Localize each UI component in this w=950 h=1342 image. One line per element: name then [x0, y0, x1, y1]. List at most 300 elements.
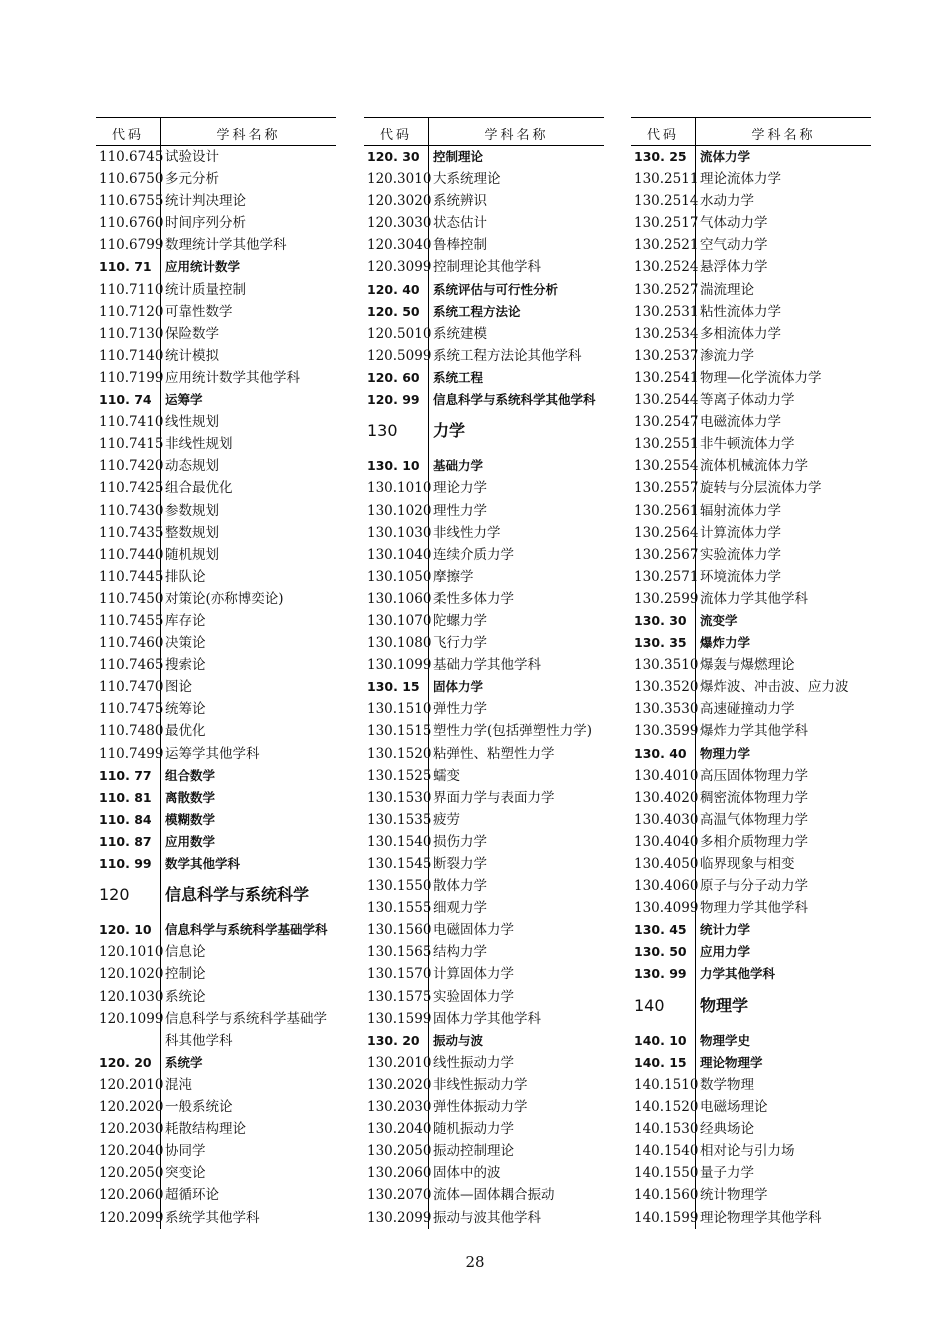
subject-code: 110.7140: [99, 347, 164, 364]
group-heading-row: [96, 787, 336, 809]
column-header: [364, 117, 604, 146]
subject-code: 120.3040: [367, 237, 432, 254]
subject-code: 120.2040: [99, 1143, 164, 1160]
subject-name: 固体力学: [433, 679, 484, 695]
subject-name: 科其他学科: [165, 1032, 233, 1049]
subject-name: 图论: [165, 679, 192, 696]
table-row: [364, 345, 604, 367]
table-row: [364, 897, 604, 919]
subject-code: 110.7425: [99, 480, 164, 497]
header-name: 学科名称: [216, 128, 281, 143]
group-heading-row: [364, 301, 604, 323]
subject-code: 130.1525: [367, 767, 432, 784]
subject-name: 经典场论: [700, 1121, 754, 1138]
subject-name: 线性规划: [165, 414, 219, 431]
header-code: 代码: [111, 128, 144, 143]
header-name: 学科名称: [751, 128, 816, 143]
header-code: 代码: [379, 128, 412, 143]
subject-code: 130.1510: [367, 701, 432, 718]
table-row: [631, 588, 871, 610]
subject-name: 物理—化学流体力学: [700, 369, 822, 386]
subject-code: 130.4020: [634, 789, 699, 806]
subject-name: 排队论: [165, 568, 206, 585]
table-row: [96, 234, 336, 256]
table-row: [364, 1207, 604, 1229]
subject-code: 110.7440: [99, 546, 164, 563]
table-row: [364, 256, 604, 278]
column-header: [96, 117, 336, 146]
table-row: [364, 986, 604, 1008]
subject-code: 120.3010: [367, 171, 432, 188]
column-rows: [364, 146, 604, 1229]
subject-code: 110.6745: [99, 149, 164, 165]
subject-name: 振动控制理论: [433, 1143, 514, 1160]
subject-code: 130.1535: [367, 811, 432, 828]
table-row: [631, 809, 871, 831]
subject-name: 控制理论: [433, 149, 484, 164]
subject-name: 空气动力学: [700, 237, 768, 254]
subject-code: 110.7430: [99, 502, 164, 519]
subject-name: 耗散结构理论: [165, 1121, 246, 1138]
subject-code: 120. 20: [99, 1054, 152, 1070]
group-heading-row: [96, 1052, 336, 1074]
subject-name: 环境流体力学: [700, 568, 781, 585]
subject-name: 流体力学其他学科: [700, 590, 808, 607]
subject-name: 动态规划: [165, 458, 219, 475]
subject-code: 130.1099: [367, 657, 432, 674]
subject-code: 130.1070: [367, 612, 432, 629]
subject-code: 130.2534: [634, 325, 699, 342]
subject-code: 130.1565: [367, 944, 432, 961]
subject-code: 130.2517: [634, 215, 699, 232]
subject-code: 130. 45: [634, 922, 687, 938]
subject-name: 数学物理: [700, 1076, 754, 1093]
table-row: [364, 632, 604, 654]
subject-name: 振动与波: [433, 1032, 484, 1048]
subject-name: 信息科学与系统科学基础学: [165, 1010, 327, 1027]
table-row: [631, 367, 871, 389]
subject-name: 爆炸力学其他学科: [700, 723, 808, 740]
subject-code: 110.7470: [99, 679, 164, 696]
table-row: [364, 588, 604, 610]
subject-code: 110.7445: [99, 568, 164, 585]
subject-code: 130.1560: [367, 922, 432, 939]
table-row: [96, 168, 336, 190]
table-row: [364, 1118, 604, 1140]
table-row: [364, 1008, 604, 1030]
group-heading-row: [631, 963, 871, 985]
subject-code: 130.4099: [634, 900, 699, 917]
subject-name: 气体动力学: [700, 215, 768, 232]
table-row: [96, 433, 336, 455]
group-heading-row: [631, 1030, 871, 1052]
subject-name: 数理统计学其他学科: [165, 237, 287, 254]
subject-code: 130. 25: [634, 149, 687, 164]
table-row: [96, 588, 336, 610]
subject-name: 蠕变: [433, 767, 460, 784]
subject-code: 130. 35: [634, 635, 687, 651]
subject-name: 线性振动力学: [433, 1054, 514, 1071]
subject-code: 120.2050: [99, 1165, 164, 1182]
group-heading-row: [631, 632, 871, 654]
table-row: [631, 433, 871, 455]
subject-code: 130.4050: [634, 856, 699, 872]
subject-name: 多相介质物理力学: [700, 833, 808, 850]
subject-code: 130.1020: [367, 502, 432, 519]
section-heading-row: [96, 875, 336, 919]
subject-name: 对策论(亦称博奕论): [165, 590, 284, 607]
subject-code: 130.1060: [367, 590, 432, 607]
group-heading-row: [364, 389, 604, 411]
subject-code: 130: [367, 421, 398, 441]
subject-code: 110. 81: [99, 789, 152, 805]
table-row: [96, 1207, 336, 1229]
subject-name: 等离子体动力学: [700, 392, 795, 409]
subject-name: 非牛顿流体力学: [700, 436, 795, 453]
table-row: [96, 720, 336, 742]
subject-name: 搜索论: [165, 657, 206, 674]
subject-code: 130.2571: [634, 568, 699, 585]
group-heading-row: [96, 853, 336, 875]
subject-name: 信息论: [165, 944, 206, 961]
subject-code: 130. 15: [367, 679, 420, 695]
table-row: [364, 941, 604, 963]
subject-code: 130.2567: [634, 546, 699, 563]
table-row: [96, 190, 336, 212]
subject-name: 数学其他学科: [165, 856, 241, 871]
subject-code: 130.2544: [634, 392, 699, 409]
subject-code: 130.1555: [367, 900, 432, 917]
subject-name: 组合最优化: [165, 480, 233, 497]
subject-code: 140.1510: [634, 1076, 699, 1093]
subject-name: 实验流体力学: [700, 546, 781, 563]
subject-name: 物理力学其他学科: [700, 900, 808, 917]
subject-code: 130.1575: [367, 988, 432, 1005]
subject-name: 系统论: [165, 988, 206, 1005]
table-row: [364, 875, 604, 897]
subject-code: 130.1040: [367, 546, 432, 563]
table-row: [631, 389, 871, 411]
subject-code: 130.1540: [367, 833, 432, 850]
subject-name: 理性力学: [433, 502, 487, 519]
subject-code: 120. 40: [367, 281, 420, 297]
table-row: [96, 500, 336, 522]
subject-name: 突变论: [165, 1165, 206, 1182]
subject-code: 110.7420: [99, 458, 164, 475]
subject-code: 140.1599: [634, 1209, 699, 1226]
subject-code: 130.2564: [634, 524, 699, 541]
subject-code: 130.1050: [367, 568, 432, 585]
table-row: [631, 1140, 871, 1162]
subject-code: 140.1560: [634, 1187, 699, 1204]
table-row: [631, 875, 871, 897]
subject-code: 130.2551: [634, 436, 699, 453]
subject-code: 120.2060: [99, 1187, 164, 1204]
subject-code: 130.2040: [367, 1121, 432, 1138]
table-row: [96, 146, 336, 168]
table-row: [96, 1162, 336, 1184]
subject-name: 流体力学: [700, 149, 751, 164]
table-row: [96, 986, 336, 1008]
subject-name: 随机规划: [165, 546, 219, 563]
subject-name: 非线性力学: [433, 524, 501, 541]
subject-name: 悬浮体力学: [700, 259, 768, 276]
subject-name: 流变学: [700, 612, 738, 628]
table-row: [96, 676, 336, 698]
table-row: [364, 765, 604, 787]
subject-code: 110. 99: [99, 856, 152, 871]
subject-code: 130.2547: [634, 414, 699, 431]
subject-name: 弹性力学: [433, 701, 487, 718]
table-row: [96, 1074, 336, 1096]
column-3: [631, 117, 871, 1229]
subject-code: 110. 77: [99, 767, 152, 783]
subject-name: 协同学: [165, 1143, 206, 1160]
subject-name: 塑性力学(包括弹塑性力学): [433, 723, 593, 740]
subject-code: 120.3030: [367, 215, 432, 232]
subject-code: 130. 40: [634, 745, 687, 761]
subject-code: 110.6760: [99, 215, 164, 232]
column-2: [364, 117, 604, 1229]
group-heading-row: [96, 809, 336, 831]
header-name: 学科名称: [484, 128, 549, 143]
subject-name: 物理学: [700, 995, 749, 1015]
column-header: [631, 117, 871, 146]
table-row: [96, 743, 336, 765]
subject-name: 整数规划: [165, 524, 219, 541]
subject-name: 流体—固体耦合振动: [433, 1187, 555, 1204]
table-row: [631, 831, 871, 853]
subject-code: 120. 30: [367, 149, 420, 164]
page-number: 28: [465, 1253, 485, 1271]
group-heading-row: [631, 919, 871, 941]
subject-code: 130.2020: [367, 1076, 432, 1093]
subject-code: 130.3510: [634, 657, 699, 674]
subject-code: 130.1550: [367, 878, 432, 895]
subject-code: 120.2099: [99, 1209, 164, 1226]
subject-name: 应用力学: [700, 944, 751, 960]
subject-name: 模糊数学: [165, 811, 216, 827]
subject-name: 计算流体力学: [700, 524, 781, 541]
subject-code: 140.1550: [634, 1165, 699, 1182]
group-heading-row: [364, 279, 604, 301]
subject-name: 高温气体物理力学: [700, 811, 808, 828]
subject-name: 理论物理学其他学科: [700, 1209, 822, 1226]
subject-name: 辐射流体力学: [700, 502, 781, 519]
subject-name: 应用统计数学: [165, 259, 241, 275]
table-row: [364, 963, 604, 985]
subject-name: 结构力学: [433, 944, 487, 961]
table-row: [96, 212, 336, 234]
subject-code: 130.2527: [634, 281, 699, 298]
subject-code: 120. 99: [367, 392, 420, 408]
subject-code: 120. 50: [367, 303, 420, 319]
subject-code: 130.2557: [634, 480, 699, 497]
subject-code: 130.2070: [367, 1187, 432, 1204]
table-row: [631, 411, 871, 433]
subject-code: 120.2020: [99, 1099, 164, 1116]
table-row: [96, 610, 336, 632]
subject-code: 130.2010: [367, 1054, 432, 1071]
subject-name: 柔性多体力学: [433, 590, 514, 607]
subject-code: 140.1520: [634, 1099, 699, 1116]
subject-name: 计算固体力学: [433, 966, 514, 983]
subject-name: 运筹学其他学科: [165, 745, 260, 762]
table-row: [631, 477, 871, 499]
subject-name: 振动与波其他学科: [433, 1209, 541, 1226]
table-row: [96, 544, 336, 566]
subject-name: 决策论: [165, 635, 206, 652]
group-heading-row: [364, 367, 604, 389]
subject-code: 110. 74: [99, 392, 152, 408]
table-row: [96, 1184, 336, 1206]
subject-name: 库存论: [165, 612, 206, 629]
table-row: [96, 345, 336, 367]
subject-code: 110.7465: [99, 657, 164, 674]
group-heading-row: [364, 676, 604, 698]
subject-name: 爆炸力学: [700, 635, 751, 651]
subject-code: 140.1530: [634, 1121, 699, 1138]
table-row: [96, 566, 336, 588]
table-row: [631, 1207, 871, 1229]
table-row: [364, 1052, 604, 1074]
subject-code: 130.4010: [634, 767, 699, 784]
subject-code: 130.2537: [634, 347, 699, 364]
subject-name: 散体力学: [433, 878, 487, 895]
table-row: [364, 654, 604, 676]
subject-code: 130. 10: [367, 458, 420, 474]
subject-code: 130.1530: [367, 789, 432, 806]
subject-name: 固体中的波: [433, 1165, 501, 1182]
subject-name: 统筹论: [165, 701, 206, 718]
subject-code: 120. 60: [367, 369, 420, 385]
subject-code: 130.2060: [367, 1165, 432, 1182]
subject-name: 一般系统论: [165, 1099, 233, 1116]
subject-name: 系统建模: [433, 325, 487, 342]
table-row: [364, 787, 604, 809]
subject-code: 140.1540: [634, 1143, 699, 1160]
table-row: [96, 963, 336, 985]
group-heading-row: [364, 146, 604, 168]
subject-code: 110.7110: [99, 281, 164, 298]
table-row: [631, 323, 871, 345]
table-row: [631, 566, 871, 588]
table-row: [631, 455, 871, 477]
table-row: [631, 301, 871, 323]
subject-code: 110.7450: [99, 590, 164, 607]
table-row: [631, 1162, 871, 1184]
subject-name: 统计力学: [700, 922, 751, 938]
subject-name: 多元分析: [165, 171, 219, 188]
table-row: [96, 279, 336, 301]
subject-code: 130.2524: [634, 259, 699, 276]
subject-name: 信息科学与系统科学: [165, 885, 310, 905]
group-heading-row: [631, 146, 871, 168]
subject-name: 弹性体振动力学: [433, 1099, 528, 1116]
table-row: [631, 544, 871, 566]
subject-name: 状态估计: [433, 215, 487, 232]
table-row: [631, 1118, 871, 1140]
subject-code: 110. 84: [99, 811, 152, 827]
subject-name: 电磁流体力学: [700, 414, 781, 431]
subject-code: 110.7475: [99, 701, 164, 718]
table-row: [631, 212, 871, 234]
subject-name: 理论物理学: [700, 1054, 763, 1070]
subject-name: 粘性流体力学: [700, 303, 781, 320]
subject-name: 实验固体力学: [433, 988, 514, 1005]
table-row: [631, 1074, 871, 1096]
table-row: [96, 367, 336, 389]
table-row: [364, 500, 604, 522]
table-row: [364, 190, 604, 212]
subject-name: 非线性振动力学: [433, 1076, 528, 1093]
table-row: [364, 566, 604, 588]
table-row: [364, 544, 604, 566]
table-row: [96, 1096, 336, 1118]
subject-name: 离散数学: [165, 789, 216, 805]
subject-name: 陀螺力学: [433, 612, 487, 629]
table-row: [96, 654, 336, 676]
subject-name: 流体机械流体力学: [700, 458, 808, 475]
subject-name: 控制理论其他学科: [433, 259, 541, 276]
subject-name: 应用统计数学其他学科: [165, 369, 300, 386]
table-row: [631, 765, 871, 787]
subject-name: 理论流体力学: [700, 171, 781, 188]
subject-name: 力学其他学科: [700, 966, 776, 982]
subject-code: 120.1010: [99, 944, 164, 961]
table-row: [96, 632, 336, 654]
subject-code: 120.5010: [367, 325, 432, 342]
subject-code: 130.2561: [634, 502, 699, 519]
subject-name: 爆炸波、冲击波、应力波: [700, 679, 849, 696]
subject-code: 110.7455: [99, 612, 164, 629]
group-heading-row: [96, 765, 336, 787]
subject-code: 130.3599: [634, 723, 699, 740]
subject-name: 基础力学: [433, 458, 484, 474]
subject-name: 鲁棒控制: [433, 237, 487, 254]
subject-code: 120.1030: [99, 988, 164, 1005]
subject-name: 稠密流体物理力学: [700, 789, 808, 806]
table-row: [364, 1074, 604, 1096]
subject-code: 130.1080: [367, 635, 432, 652]
subject-name: 大系统理论: [433, 171, 501, 188]
header-code: 代码: [646, 128, 679, 143]
group-heading-row: [631, 1052, 871, 1074]
subject-code: 130.1520: [367, 745, 432, 762]
subject-name: 摩擦学: [433, 568, 474, 585]
subject-code: 130.2531: [634, 303, 699, 320]
subject-name: 高压固体物理力学: [700, 767, 808, 784]
subject-code: 120: [99, 885, 130, 905]
subject-code: 130.2514: [634, 193, 699, 210]
table-row: [631, 787, 871, 809]
subject-name: 统计模拟: [165, 347, 219, 364]
subject-code: 120.5099: [367, 347, 432, 364]
subject-code: 110.6750: [99, 171, 164, 188]
table-row: [364, 477, 604, 499]
table-row: [364, 522, 604, 544]
column-rows: [631, 146, 871, 1229]
group-heading-row: [96, 389, 336, 411]
subject-name: 组合数学: [165, 767, 216, 783]
table-row: [631, 698, 871, 720]
group-heading-row: [96, 256, 336, 278]
subject-code: 130. 20: [367, 1032, 420, 1048]
table-row: [631, 720, 871, 742]
subject-name: 系统学: [165, 1054, 203, 1070]
subject-name: 湍流理论: [700, 281, 754, 298]
subject-name: 控制论: [165, 966, 206, 983]
